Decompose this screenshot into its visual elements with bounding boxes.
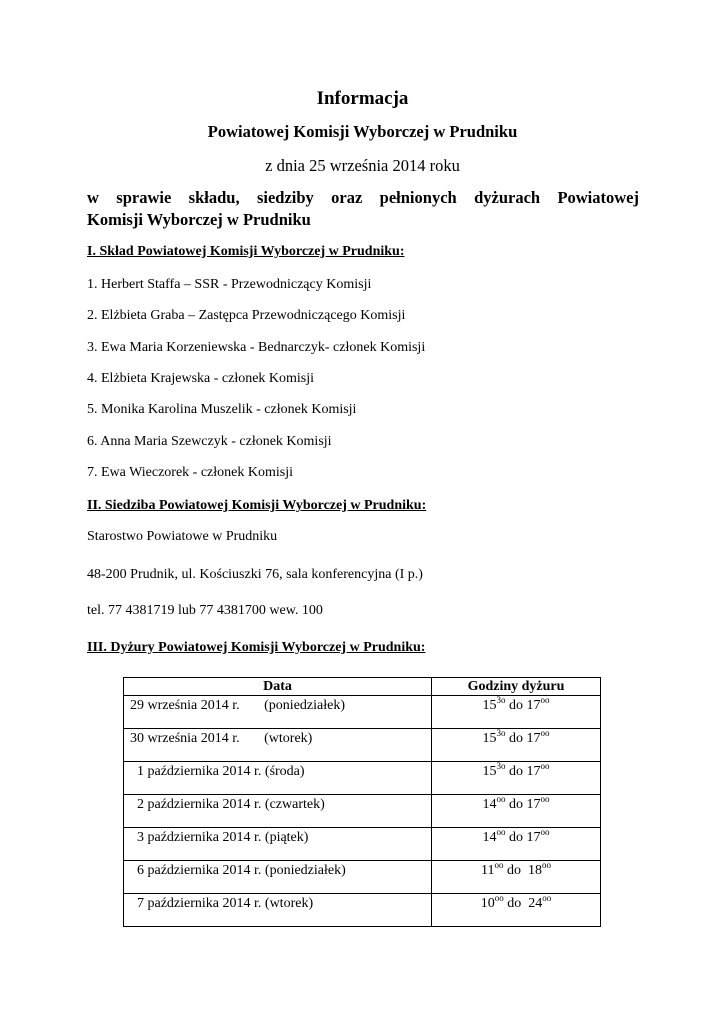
duty-table-row	[124, 795, 601, 828]
seat-name: Starostwo Powiatowe w Prudniku	[87, 529, 278, 544]
hours-from: 15	[482, 731, 497, 746]
member-item: 2. Elżbieta Graba – Zastępca Przewodniczącego Komisji	[87, 308, 406, 323]
duty-date-cell: 29 września 2014 r. (poniedziałek)	[124, 696, 432, 729]
section-composition-heading: I. Skład Powiatowej Komisji Wyborczej w Prudniku:	[87, 244, 405, 259]
hours-separator: do	[505, 731, 527, 746]
minutes-to: oo	[540, 794, 550, 804]
hours-separator: do	[505, 830, 527, 845]
minutes-to: oo	[540, 761, 550, 771]
section-seat-heading: II. Siedziba Powiatowej Komisji Wyborczej w Prudniku:	[87, 498, 427, 513]
duty-hours-cell	[432, 729, 601, 762]
hours-to: 24	[528, 896, 543, 911]
duty-hours-cell	[432, 795, 601, 828]
member-item: 7. Ewa Wieczorek - członek Komisji	[87, 465, 293, 480]
minutes-to: oo	[540, 827, 550, 837]
hours-to: 18	[527, 863, 542, 878]
column-header-date: Data	[124, 678, 432, 696]
duty-date-cell: 1 października 2014 r. (środa)	[124, 762, 432, 795]
member-item: 3. Ewa Maria Korzeniewska - Bednarczyk- członek Komisji	[87, 340, 426, 355]
hours-to: 17	[526, 764, 541, 779]
duty-hours-cell	[432, 828, 601, 861]
duty-table-row	[124, 729, 601, 762]
minutes-from: oo	[494, 893, 504, 903]
hours-separator: do	[503, 896, 529, 911]
minutes-from: 3o	[496, 695, 506, 705]
duty-date-cell: 7 października 2014 r. (wtorek)	[124, 894, 432, 927]
hours-to: 17	[526, 797, 541, 812]
hours-from: 14	[482, 830, 497, 845]
hours-separator: do	[505, 764, 527, 779]
duty-hours-cell	[432, 696, 601, 729]
duty-table-header	[124, 678, 601, 696]
document-subtitle: Powiatowej Komisji Wyborczej w Prudniku	[207, 122, 518, 141]
duty-table-row	[124, 894, 601, 927]
hours-to: 17	[526, 830, 541, 845]
section-duty-heading: III. Dyżury Powiatowej Komisji Wyborczej w Prudniku:	[87, 640, 426, 655]
minutes-from: 3o	[496, 728, 506, 738]
duty-date-cell: 2 października 2014 r. (czwartek)	[124, 795, 432, 828]
seat-address: 48-200 Prudnik, ul. Kościuszki 76, sala konferencyjna (I p.)	[87, 567, 423, 582]
member-item: 5. Monika Karolina Muszelik - członek Komisji	[87, 402, 357, 417]
hours-separator: do	[505, 698, 527, 713]
minutes-to: oo	[540, 728, 550, 738]
minutes-from: oo	[496, 827, 506, 837]
member-item: 4. Elżbieta Krajewska - członek Komisji	[87, 371, 315, 386]
duty-table-row	[124, 861, 601, 894]
minutes-from: oo	[496, 794, 506, 804]
minutes-from: 3o	[496, 761, 506, 771]
subject-line-2: Komisji Wyborczej w Prudniku	[87, 210, 311, 229]
duty-table-row	[124, 696, 601, 729]
hours-separator: do	[505, 797, 527, 812]
hours-from: 15	[482, 698, 497, 713]
duty-table	[123, 677, 601, 927]
hours-to: 17	[526, 698, 541, 713]
document-title: Informacja	[316, 88, 409, 109]
hours-to: 17	[526, 731, 541, 746]
document-date: z dnia 25 września 2014 roku	[265, 156, 460, 175]
hours-separator: do	[503, 863, 528, 878]
member-item: 1. Herbert Staffa – SSR - Przewodniczący Komisji	[87, 277, 372, 292]
duty-table-row	[124, 828, 601, 861]
hours-from: 10	[480, 896, 495, 911]
column-header-hours: Godziny dyżuru	[432, 678, 601, 696]
subject-line-1: w sprawie składu, siedziby oraz pełnionych dyżurach Powiatowej	[87, 188, 639, 207]
hours-from: 15	[482, 764, 497, 779]
hours-from: 11	[481, 863, 495, 878]
minutes-to: oo	[542, 893, 552, 903]
duty-hours-cell	[432, 762, 601, 795]
minutes-from: oo	[494, 860, 504, 870]
minutes-to: oo	[541, 860, 551, 870]
member-item: 6. Anna Maria Szewczyk - członek Komisji	[87, 434, 332, 449]
duty-date-cell: 30 września 2014 r. (wtorek)	[124, 729, 432, 762]
duty-date-cell: 3 października 2014 r. (piątek)	[124, 828, 432, 861]
duty-hours-cell	[432, 894, 601, 927]
seat-phone: tel. 77 4381719 lub 77 4381700 wew. 100	[87, 603, 323, 618]
hours-from: 14	[482, 797, 497, 812]
duty-table-row	[124, 762, 601, 795]
duty-hours-cell	[432, 861, 601, 894]
duty-date-cell: 6 października 2014 r. (poniedziałek)	[124, 861, 432, 894]
document-subject	[87, 187, 639, 231]
minutes-to: oo	[540, 695, 550, 705]
